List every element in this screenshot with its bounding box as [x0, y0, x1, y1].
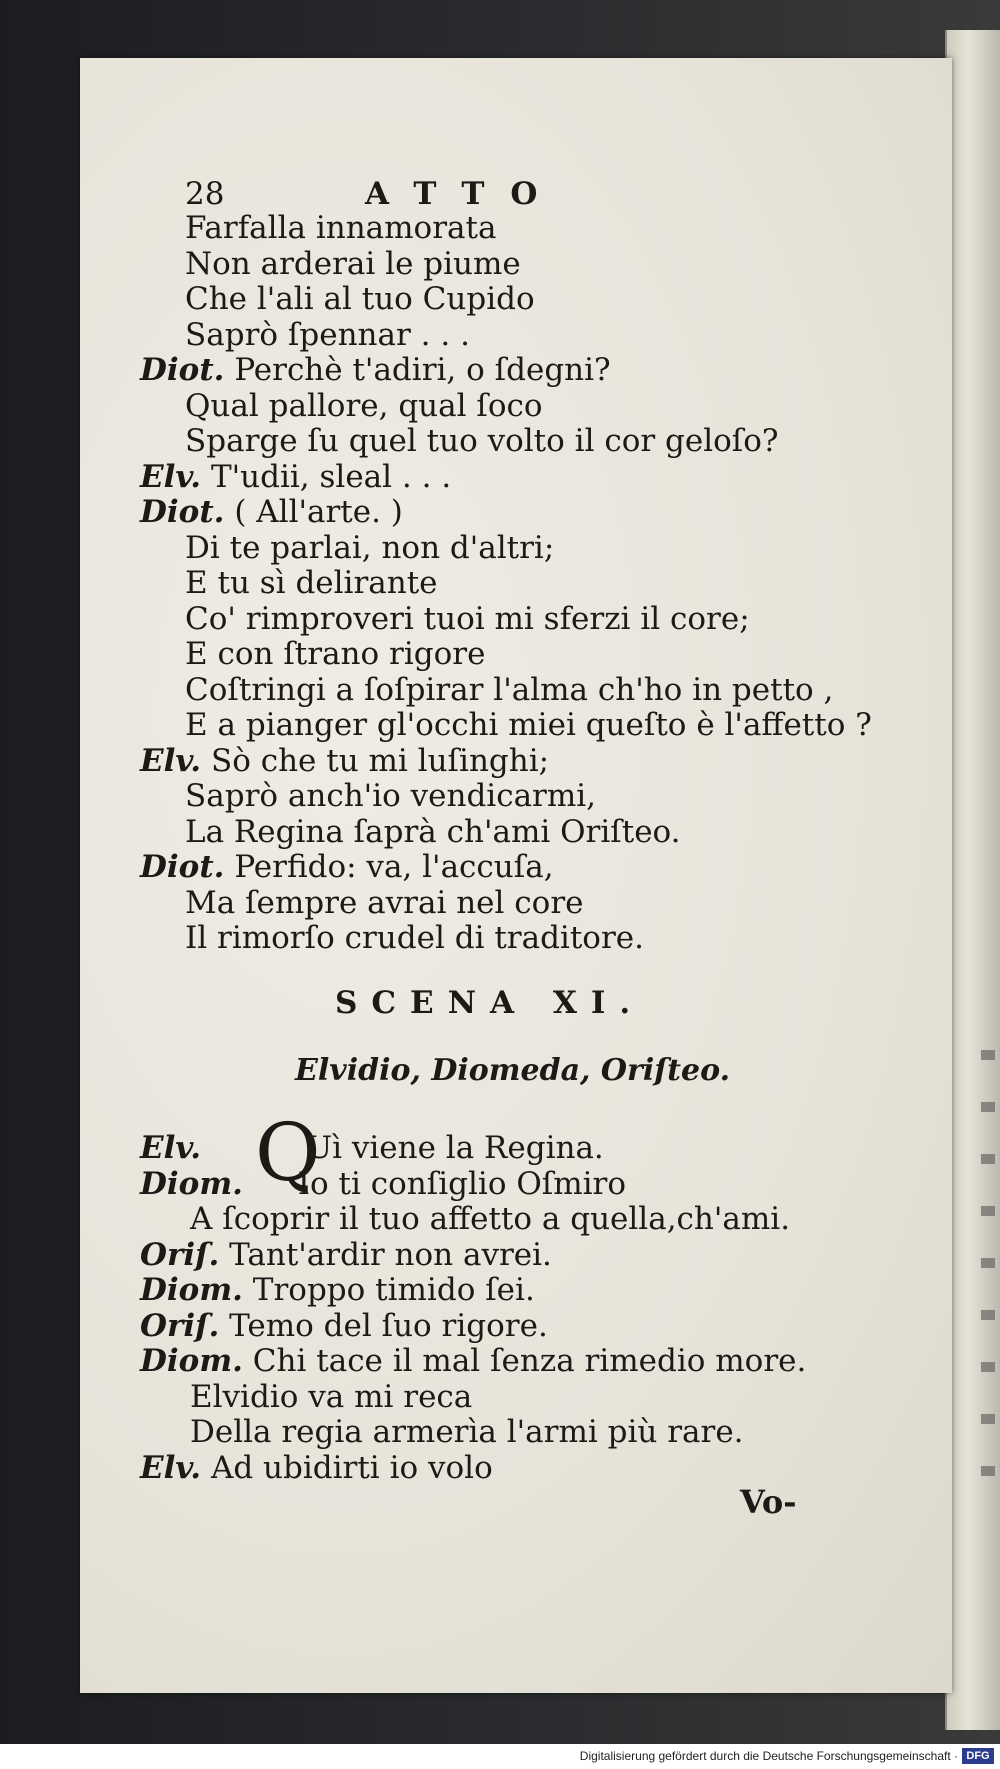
text-line	[190, 1379, 472, 1415]
text-line	[140, 352, 611, 388]
line-text: Io ti conſiglio Oſmiro	[297, 1165, 627, 1202]
book-page	[80, 58, 952, 1693]
text-line	[185, 423, 779, 459]
line-text: E a pianger gl'occhi miei queſto è l'affetto ?	[185, 707, 872, 743]
catchword: Vo-	[740, 1483, 797, 1521]
line-text: La Regina ſaprà ch'ami Oriſteo.	[185, 813, 681, 850]
text-line	[185, 388, 543, 424]
speaker-label: Diot.	[140, 849, 225, 885]
text-line	[190, 1414, 744, 1450]
line-text: Che l'ali al tuo Cupido	[185, 281, 535, 317]
line-text: Perchè t'adiri, o ſdegni?	[234, 352, 611, 388]
line-text: Della regia armerìa l'armi più rare.	[190, 1414, 744, 1450]
text-line	[185, 317, 470, 353]
speaker-label: Elv.	[140, 742, 202, 779]
text-line	[185, 814, 681, 850]
running-title: ATTO	[365, 176, 564, 212]
line-text: ( All'arte. )	[234, 494, 403, 530]
line-text: Ad ubidirti io volo	[210, 1449, 493, 1486]
line-text: Tant'ardir non avrei.	[229, 1236, 552, 1273]
speaker-label: Elv.	[140, 458, 202, 495]
speaker-label: Elv.	[140, 1130, 202, 1166]
speaker-label: Elv.	[140, 1449, 202, 1486]
text-line	[185, 707, 872, 743]
page-number: 28	[185, 176, 225, 212]
line-text: Co' rimproveri tuoi mi sferzi il core;	[185, 600, 750, 637]
line-text: Sparge ſu quel tuo volto il cor geloſo?	[185, 423, 779, 459]
text-line	[140, 1450, 493, 1486]
line-text: A ſcoprir il tuo affetto a quella,ch'ami.	[190, 1201, 791, 1237]
text-line	[140, 1130, 604, 1166]
line-text: E con ſtrano rigore	[185, 636, 486, 672]
adjacent-page-edge	[945, 30, 1000, 1730]
line-text: Saprò ſpennar . . .	[185, 316, 470, 353]
speaker-label: Diom.	[140, 1343, 243, 1379]
text-line	[140, 1308, 548, 1344]
text-line	[185, 210, 496, 246]
text-line	[140, 1166, 626, 1202]
text-line	[185, 530, 554, 566]
text-line	[185, 672, 833, 708]
speaker-label: Diot.	[140, 494, 225, 530]
speaker-label: Oriſ.	[140, 1236, 220, 1273]
text-line	[185, 601, 750, 637]
text-line	[190, 1201, 790, 1237]
text-line	[185, 281, 535, 317]
line-text: Chi tace il mal ſenza rimedio more.	[252, 1343, 807, 1379]
line-text: Qual pallore, qual ſoco	[185, 387, 543, 424]
text-line	[185, 885, 584, 921]
text-line	[140, 1272, 535, 1308]
text-line	[185, 565, 438, 601]
text-line	[140, 1237, 552, 1273]
text-line	[140, 459, 451, 495]
dfg-logo: DFG	[962, 1748, 994, 1764]
line-text: Non arderai le piume	[185, 245, 521, 282]
line-text: Troppo timido ſei.	[252, 1272, 535, 1308]
line-text: Il rimorſo crudel di traditore.	[185, 920, 644, 956]
speaker-label: Diot.	[140, 352, 225, 388]
scene-title: SCENA XI.	[335, 985, 645, 1021]
line-text: Coſtringi a ſoſpirar l'alma ch'ho in petto ,	[185, 671, 834, 708]
text-line	[140, 743, 549, 779]
line-text: Di te parlai, non d'altri;	[185, 529, 555, 566]
text-line	[140, 1343, 806, 1379]
digitization-footer	[0, 1744, 1000, 1769]
speaker-label: Diom.	[140, 1272, 243, 1308]
text-line	[185, 920, 644, 956]
line-text: Saprò anch'io vendicarmi,	[185, 778, 597, 814]
text-line	[185, 778, 596, 814]
scene-characters: Elvidio, Diomeda, Oriſteo.	[295, 1053, 731, 1088]
line-text: Elvidio va mi reca	[190, 1378, 473, 1415]
text-line	[185, 246, 521, 282]
line-text: Farfalla innamorata	[185, 210, 497, 246]
line-text: Perfido: va, l'accuſa,	[234, 849, 554, 885]
text-line	[140, 849, 554, 885]
footer-credit: Digitalisierung gefördert durch die Deutsche Forschungsgemeinschaft ·	[579, 1749, 958, 1763]
text-line	[185, 636, 485, 672]
text-line	[140, 494, 403, 530]
line-text: T'udii, sleal . . .	[210, 458, 452, 495]
drop-cap: Q	[255, 1106, 321, 1199]
speaker-label: Oriſ.	[140, 1307, 220, 1344]
line-text: Uì viene la Regina.	[305, 1130, 604, 1166]
spine-marks	[981, 1050, 995, 1480]
line-text: Sò che tu mi luſinghi;	[210, 742, 550, 779]
speaker-label: Diom.	[140, 1165, 243, 1202]
line-text: Temo del ſuo rigore.	[229, 1307, 548, 1344]
line-text: E tu sì delirante	[185, 565, 438, 601]
line-text: Ma ſempre avrai nel core	[185, 884, 584, 921]
